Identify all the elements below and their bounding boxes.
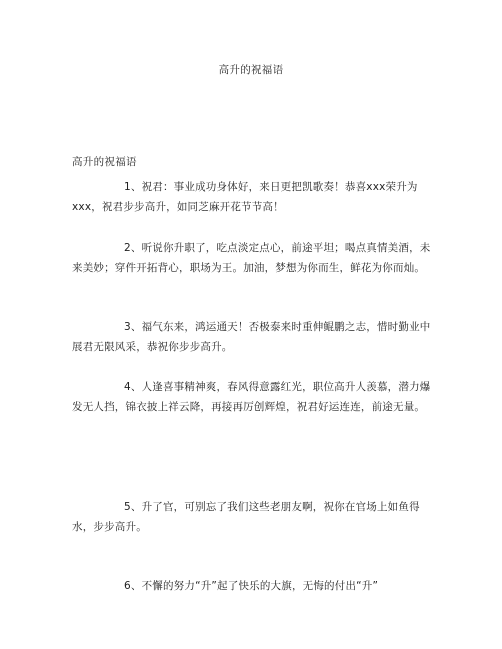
paragraph-6: 6、不懈的努力“升”起了快乐的大旗，无悔的付出“升” [124,580,379,592]
section-heading: 高升的祝福语 [72,156,137,168]
paragraph-5: 5、升了官，可别忘了我们这些老朋友啊，祝你在官场上如鱼得水，步步高升。 [72,501,420,533]
paragraph-1: 1、祝君：事业成功身体好，来日更把凯歌奏！恭喜xxx荣升为xxx，祝君步步高升，如同芝麻开花节节高！ [72,181,418,213]
paragraph-2: 2、听说你升职了，吃点淡定点心，前途平坦；喝点真情美酒，未来美妙；穿件开拓背心，职场为王。加油，梦想为你而生，鲜花为你而灿。 [72,242,431,274]
document-title: 高升的祝福语 [218,64,284,76]
paragraph-4: 4、人逢喜事精神爽，春风得意露红光，职位高升人羡慕，潜力爆发无人挡，锦衣披上祥云降，再接再厉创辉煌，祝君好运连连，前途无量。 [72,381,431,413]
paragraph-3: 3、福气东来，鸿运通天！否极泰来时重伸鲲鹏之志，惜时勤业中展君无限风采，恭祝你步步高升。 [72,321,431,353]
